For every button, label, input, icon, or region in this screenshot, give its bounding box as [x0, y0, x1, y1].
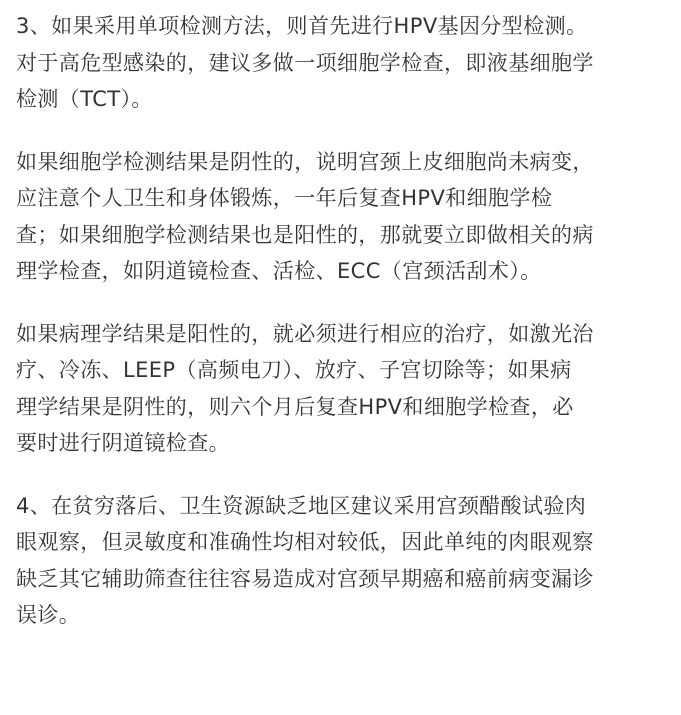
paragraph-pathology-result — [16, 316, 668, 462]
text-line: 对于高危型感染的，建议多做一项细胞学检查，即液基细胞学 — [16, 50, 594, 75]
paragraph-acetic-acid-test — [16, 488, 668, 634]
text-line: 查；如果细胞学检测结果也是阳性的，那就要立即做相关的病 — [16, 222, 594, 247]
text-line: 理学检查，如阴道镜检查、活检、ECC（宫颈活刮术）。 — [16, 259, 542, 283]
paragraph-hpv-testing — [16, 8, 668, 118]
text-line: 检测（TCT）。 — [16, 87, 153, 111]
text-line: 4、在贫穷落后、卫生资源缺乏地区建议采用宫颈醋酸试验肉 — [16, 493, 587, 518]
paragraph-cytology-result — [16, 144, 668, 290]
text-line: 误诊。 — [16, 603, 81, 627]
text-line: 应注意个人卫生和身体锻炼，一年后复查HPV和细胞学检 — [16, 186, 553, 210]
text-line: 3、如果采用单项检测方法，则首先进行HPV基因分型检测。 — [16, 14, 588, 38]
text-line: 缺乏其它辅助筛查往往容易造成对宫颈早期癌和癌前病变漏诊 — [16, 566, 594, 591]
text-line: 如果细胞学检测结果是阴性的，说明宫颈上皮细胞尚未病变， — [16, 149, 594, 174]
text-line: 要时进行阴道镜检查。 — [16, 431, 230, 455]
text-line: 如果病理学结果是阳性的，就必须进行相应的治疗，如激光治 — [16, 321, 594, 346]
article-body — [16, 8, 668, 660]
text-line: 眼观察，但灵敏度和准确性均相对较低，因此单纯的肉眼观察 — [16, 530, 594, 554]
text-line: 疗、冷冻、LEEP（高频电刀）、放疗、子宫切除等；如果病 — [16, 358, 572, 382]
text-line: 理学结果是阴性的，则六个月后复查HPV和细胞学检查，必 — [16, 394, 574, 419]
